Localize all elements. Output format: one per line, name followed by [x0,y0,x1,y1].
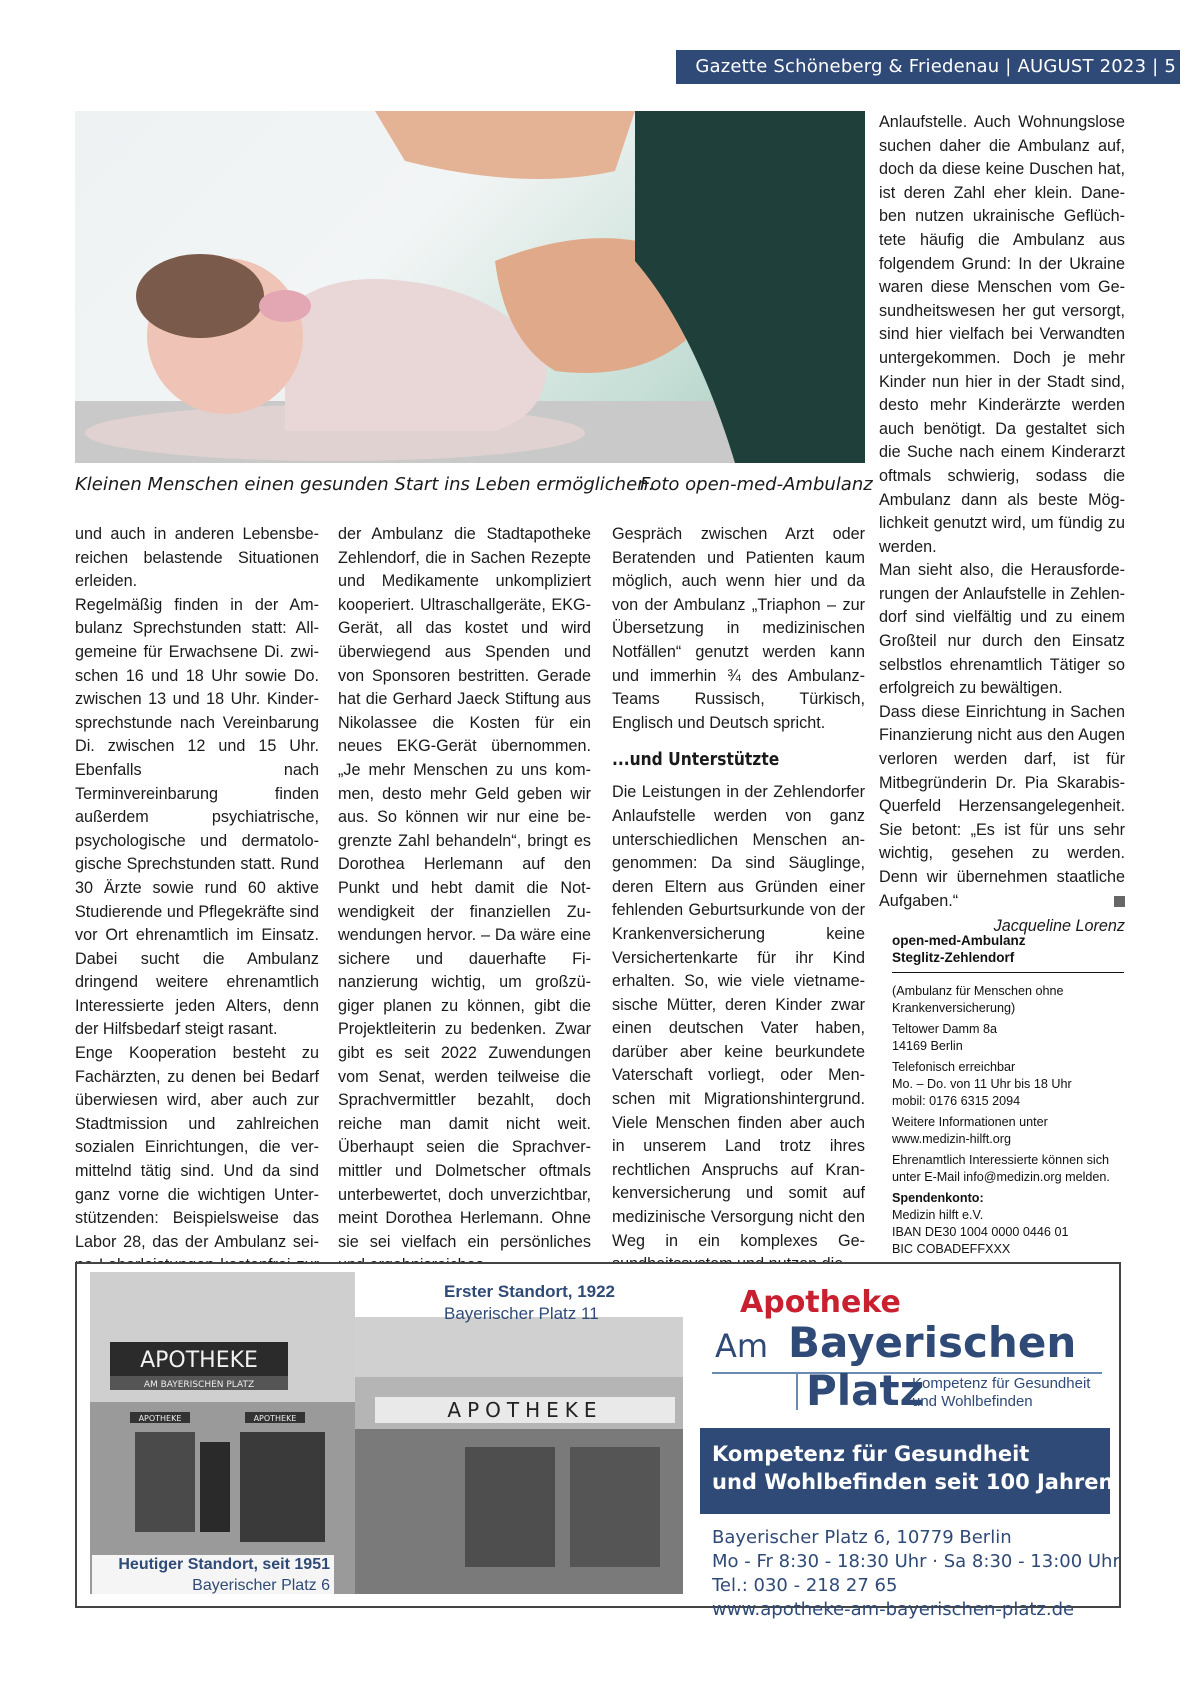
ad-banner-text [712,1440,1113,1496]
header-text: Gazette Schöneberg & Friedenau | AUGUST 2023 | 5 [695,56,1176,77]
info-city: 14169 Berlin [892,1039,963,1053]
current-location-address: Bayerischer Platz 6 [192,1577,330,1594]
paragraph: Die Leistungen in der Zehlendorfer Anlaufstelle werden von ganz unterschiedlichen Menschen angenommen: Da sind Säuglinge, deren Eltern aus Gründen einer fehlenden Geburtsurkunde von der Krankenversicherung keine Versichertenkarte für ihr Kind erhalten. So, wie viele vietnamesische Mütter, deren Kinder zwar einen deutschen Vater haben, darüber aber keine beurkundete Vaterschaft vorliegt, oder Menschen mit Migrationshintergrund. Viele Menschen finden aber auch in unserem Land trotz ihres rechtlichen Anspruchs auf Krankenversicherung und somit auf medizinische Versorgung nicht den Weg in ein komplexes Ge [612,783,865,1250]
ad-contact [712,1526,1120,1622]
ad-banner-line-2: und Wohlbefinden seit 100 Jahren [712,1470,1114,1494]
info-mobile: mobil: 0176 6315 2094 [892,1094,1021,1108]
logo-tagline-2: und Wohlbefinden [912,1393,1033,1410]
first-location-title: Erster Standort, 1922 [444,1282,616,1301]
ad-hours: Mo - Fr 8:30 - 18:30 Uhr · Sa 8:30 - 13:00 Uhr [712,1551,1120,1572]
paragraph: Man sieht also, die Herausforderungen der Anlaufstelle in Zehlendorf sind vielfältig und zu einem Großteil nur durch den Einsatz selbstlos ehrenamtlich Tätiger so erfolgreich zu bewältigen. [879,561,1125,698]
logo-apotheke: Apotheke [740,1285,901,1320]
logo-platz: Platz [806,1366,925,1415]
current-storefront-photo [355,1317,683,1594]
ad-banner-line-1: Kompetenz für Gesundheit [712,1442,1030,1466]
current-storefront-illustration [355,1317,683,1594]
info-volunteer: Ehrenamtlich Interessierte können sich unter E-Mail info@medizin.org melden. [892,1153,1110,1184]
paragraph: der Ambulanz die Stadtapotheke Zehlendorf, die in Sachen Rezepte und Medikamente unkompliziert kooperiert. Ultraschallgeräte, EKG-Gerät, all das kostet und wird überwiegend aus Spenden und von Sponsoren bestritten. Gerade hat die Gerhard Jaeck Stiftung aus Nikolassee die Kosten für ein neues EKG-Gerät übernommen. „Je mehr Menschen zu uns kommen, desto mehr Geld geben wir aus. So können wir nur eine begrenzte Zahl behandeln“, bringt es Dorothea Herlemann auf den Punkt und hebt damit die Notwendigkeit der finanziellen Zuwendungen hervor. – Da wäre eine sichere und dauerhafte Finanzierung wichtig, um großzügiger planen zu können, gibt die Projektleiterin zu bedenken. Zwar gibt es seit 2022 Zuwendungen vom Senat, werden teilweise die Sprachvermittler bezahlt, doch reiche man damit nicht weit. Überhaupt seien die Sprachvermittler und Dolmetscher oftmals unterbewertet, doch unverzichtbar, meint Dorothea Herlemann. Ohne sie sei vielfach ein persönliches [338,525,591,1251]
info-box [892,932,1124,1262]
old-storefront-illustration [90,1272,355,1594]
info-street: Teltower Damm 8a [892,1022,997,1036]
old-sign-subtext: AM BAYERISCHEN PLATZ [143,1380,255,1390]
photo-credit: Foto open-med-Ambulanz [640,474,873,495]
paragraph-text: Dass diese Einrichtung in Sachen Finanzierung nicht aus den Augen verloren werden darf, ist für Mitbegründerin Dr. Pia Skarabis-Querfeld Herzensangelegenheit. Sie betont: „Es ist für uns sehr wichtig, gesehen zu werden. Denn wir übernehmen staatliche Aufgaben.“ [879,702,1125,910]
paragraph: Regelmäßig finden in der Ambulanz Sprechstunden statt: Allgemeine für Erwachsene Di. zwischen 16 und 18 Uhr sowie Do. zwischen 13 und 18 Uhr. Kindersprechstunde nach Vereinbarung Di. zwischen 12 und 15 Uhr. Ebenfalls nach Terminvereinbarung finden außerdem psychiatrische, psychologische und dermatologische Sprechstunden statt. Rund 30 Ärzte sowie rund 60 aktive Studierende und Pflegekräfte sind vor Ort ehrenamtlich im Einsatz. Dabei sucht die Ambulanz dringend weitere ehrenamtlich Interessierte jeden Alters, denn der Hilfsbedarf steigt rasant. [75,595,319,1039]
info-title-line-2: Steglitz-Zehlendorf [892,950,1015,965]
old-shop-sign-2: APOTHEKE [253,1414,297,1423]
info-title-line-1: open-med-Ambulanz [892,933,1026,948]
info-web-link[interactable]: www.medizin-hilft.org [892,1132,1011,1146]
author-name: Jacqueline Lorenz [993,917,1125,936]
info-web [892,1114,1124,1148]
article-column-3 [612,523,865,1277]
logo-bayerischen: Bayerischen [788,1318,1077,1367]
current-location-title: Heutiger Standort, seit 1951 [118,1556,330,1573]
article-column-4 [879,111,1125,939]
baby-photo-illustration [75,111,865,463]
logo-divider-vertical [796,1374,798,1410]
old-storefront-photo [90,1272,355,1594]
article-column-1 [75,523,319,1302]
ad-phone: Tel.: 030 - 218 27 65 [712,1575,898,1596]
paragraph: Anlaufstelle. Auch Wohnungslose suchen daher die Ambulanz auf, doch da diese keine Duschen hat, ist deren Zahl eher klein. Daneben nutzen ukrainische Geflüchtete häufig die Ambulanz aus folgendem Grund: In der Ukraine waren diese Menschen vom Gesundheitswesen her gut versorgt, sind hier vielfach bei Verwandten untergekommen. Doch je mehr Kinder nun hier in der Stadt sind, desto mehr Kinderärzte werden auch benötigt. Da gestaltet sich die Suche nach einem Kinderarzt oftmals schwierig, sodass die Ambulanz dann als beste Möglichkeit genutzt wird, um fündig zu werden. [879,113,1125,556]
info-hours: Mo. – Do. von 11 Uhr bis 18 Uhr [892,1077,1072,1091]
logo-tagline-1: Kompetenz für Gesundheit [912,1375,1091,1392]
info-phone [892,1059,1124,1110]
old-shop-sign-1: APOTHEKE [138,1414,182,1423]
first-location-address: Bayerischer Platz 11 [444,1304,599,1323]
ad-address: Bayerischer Platz 6, 10779 Berlin [712,1527,1012,1548]
info-bank-label: Spendenkonto: [892,1191,984,1205]
info-address [892,1021,1124,1055]
end-mark-icon [1114,896,1125,907]
article-column-2 [338,523,591,1278]
current-sign-text: APOTHEKE [447,1398,603,1422]
logo-am: Am [715,1327,769,1365]
paragraph: und auch in anderen Lebensbereichen belastende Situationen erleiden. [75,525,319,591]
subheading: ...und Unterstützte [612,749,780,771]
photo-caption: Kleinen Menschen einen gesunden Start ins Leben ermöglichen. [75,474,655,495]
ad-website[interactable]: www.apotheke-am-bayerischen-platz.de [712,1599,1075,1620]
info-bank-holder: Medizin hilft e.V. [892,1208,984,1222]
old-sign-text: APOTHEKE [140,1348,258,1373]
info-phone-label: Telefonisch erreichbar [892,1060,1016,1074]
info-bank-bic: BIC COBADEFFXXX [892,1242,1011,1256]
article-photo [75,111,865,463]
info-bank [892,1190,1124,1258]
info-web-label: Weitere Informationen unter [892,1115,1048,1129]
paragraph: Enge Kooperation besteht zu Fachärzten, zu denen bei Bedarf überwiesen wird, aber auch zur Stadtmission und zahlreichen sozialen Einrichtungen, die vermittelnd tätig sind. Und da sind ganz vorne die wichtigen Unterstützenden: Beispielsweise das Labor 28, das der Ambulanz sei [75,1044,319,1251]
info-note: (Ambulanz für Menschen ohne Krankenversicherung) [892,984,1064,1015]
info-bank-iban: IBAN DE30 1004 0000 0446 01 [892,1225,1069,1239]
info-title [892,932,1124,973]
paragraph: Gespräch zwischen Arzt oder Beratenden und Patienten kaum möglich, auch wenn hier und da von der Ambulanz „Triaphon – zur Übersetzung in medizinischen Notfällen“ genutzt werden kann und immerhin ¾ des Ambulanz-Teams Russisch, Türkisch, Englisch und Deutsch spricht. [612,525,865,732]
paragraph [879,701,1125,913]
